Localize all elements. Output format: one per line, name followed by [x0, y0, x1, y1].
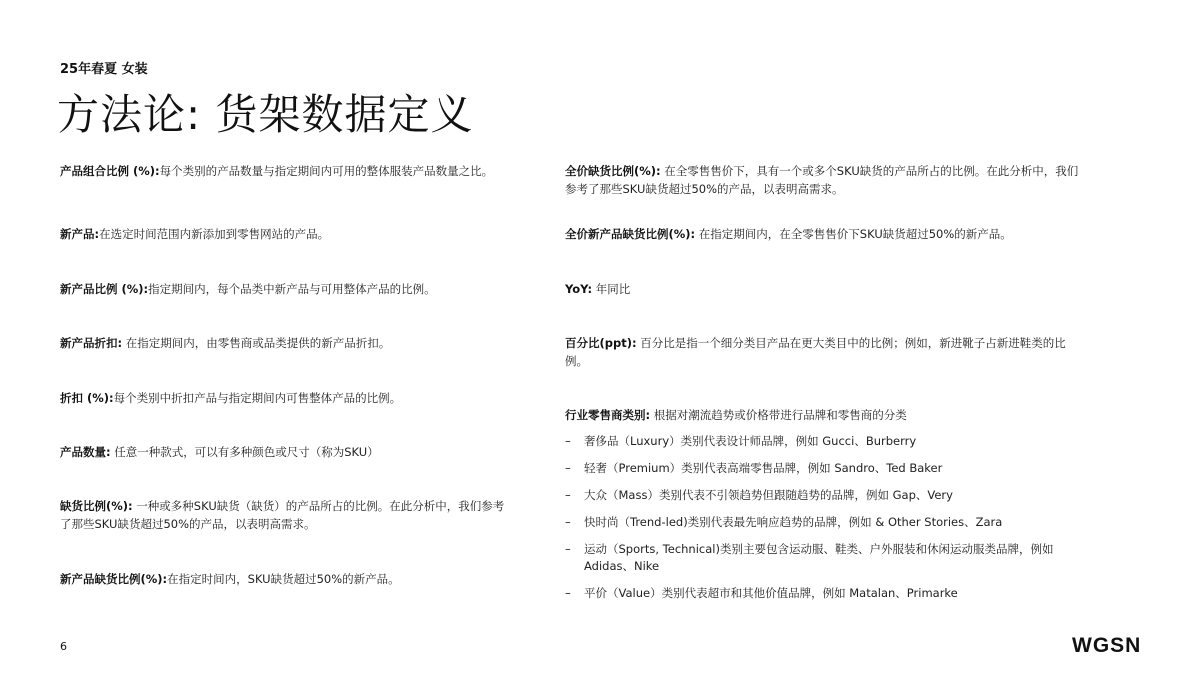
bullet-dash: –	[565, 488, 571, 502]
definition-full-price-new-stockout	[565, 225, 1085, 243]
list-item-text: 轻奢（Premium）类别代表高端零售品牌，例如 Sandro、Ted Baker	[584, 461, 943, 475]
list-item-text: 快时尚（Trend-led)类别代表最先响应趋势的品牌，例如 & Other Stories、Zara	[584, 515, 1003, 529]
definition-ppt	[565, 334, 1085, 370]
definition-product-count	[60, 443, 510, 461]
definition-full-price-stockout	[565, 162, 1085, 198]
bullet-dash: –	[565, 542, 571, 556]
definition-term: YoY:	[565, 282, 593, 296]
definition-new-product-discount	[60, 334, 510, 352]
definition-term: 产品组合比例 (%):	[60, 164, 160, 178]
definition-term: 百分比(ppt):	[565, 336, 637, 350]
definition-new-product-stockout	[60, 570, 510, 588]
list-item	[565, 487, 1085, 504]
definition-term: 折扣 (%):	[60, 391, 114, 405]
wgsn-logo: WGSN	[1072, 634, 1142, 657]
definition-text: 每个类别中折扣产品与指定期间内可售整体产品的比例。	[113, 391, 402, 405]
bullet-dash: –	[565, 461, 571, 475]
list-item-text: 奢侈品（Luxury）类别代表设计师品牌，例如 Gucci、Burberry	[584, 434, 917, 448]
list-item-text: 平价（Value）类别代表超市和其他价值品牌，例如 Matalan、Primarke	[584, 586, 958, 600]
bullet-dash: –	[565, 515, 571, 529]
list-item-text: 运动（Sports, Technical)类别主要包含运动服、鞋类、户外服装和休闲运动服类品牌，例如 Adidas、Nike	[584, 542, 1054, 573]
definition-term: 新产品折扣:	[60, 336, 123, 350]
definition-new-product-ratio	[60, 280, 510, 298]
definition-text: 在指定时间内，SKU缺货超过50%的新产品。	[167, 572, 400, 586]
retailer-category-list	[565, 433, 1085, 602]
subtitle: 25年春夏 女装	[60, 62, 148, 77]
definition-text: 在全零售售价下，具有一个或多个SKU缺货的产品所占的比例。在此分析中，我们参考了那些SKU缺货超过50%的产品，以表明高需求。	[565, 164, 1079, 196]
definition-term: 全价缺货比例(%):	[565, 164, 661, 178]
definition-text: 在指定期间内，由零售商或品类提供的新产品折扣。	[122, 336, 391, 350]
definition-term: 产品数量:	[60, 445, 111, 459]
definition-retailer-category	[565, 406, 1085, 424]
list-item	[565, 541, 1085, 575]
list-item	[565, 585, 1085, 602]
definition-term: 全价新产品缺货比例(%):	[565, 227, 696, 241]
list-item-text: 大众（Mass）类别代表不引领趋势但跟随趋势的品牌，例如 Gap、Very	[584, 488, 953, 502]
bullet-dash: –	[565, 434, 571, 448]
definition-text: 每个类别的产品数量与指定期间内可用的整体服装产品数量之比。	[159, 164, 494, 178]
list-item	[565, 460, 1085, 477]
definition-term: 缺货比例(%):	[60, 499, 133, 513]
definition-text: 年同比	[592, 282, 631, 296]
bullet-dash: –	[565, 586, 571, 600]
definition-term: 行业零售商类别:	[565, 408, 651, 422]
definition-term: 新产品:	[60, 227, 100, 241]
definition-text: 百分比是指一个细分类目产品在更大类目中的比例；例如，新进靴子占新进鞋类的比例。	[565, 336, 1066, 368]
definition-text: 指定期间内，每个品类中新产品与可用整体产品的比例。	[148, 282, 436, 296]
definition-text: 任意一种款式，可以有多种颜色或尺寸（称为SKU）	[110, 445, 379, 459]
list-item	[565, 433, 1085, 450]
list-item	[565, 514, 1085, 531]
definition-new-products	[60, 225, 510, 243]
definition-term: 新产品缺货比例(%):	[60, 572, 168, 586]
page-number: 6	[60, 640, 67, 653]
definition-product-mix	[60, 162, 510, 180]
definition-text: 一种或多种SKU缺货（缺货）的产品所占的比例。在此分析中，我们参考了那些SKU缺货超过50%的产品，以表明高需求。	[60, 499, 505, 531]
definition-text: 根据对潮流趋势或价格带进行品牌和零售商的分类	[650, 408, 907, 422]
definition-discount	[60, 389, 510, 407]
page-title: 方法论: 货架数据定义	[57, 90, 474, 139]
definition-yoy	[565, 280, 1085, 298]
definition-stockout-ratio	[60, 497, 510, 533]
definition-text: 在指定期间内，在全零售售价下SKU缺货超过50%的新产品。	[695, 227, 1012, 241]
definition-term: 新产品比例 (%):	[60, 282, 149, 296]
definition-text: 在选定时间范围内新添加到零售网站的产品。	[99, 227, 330, 241]
